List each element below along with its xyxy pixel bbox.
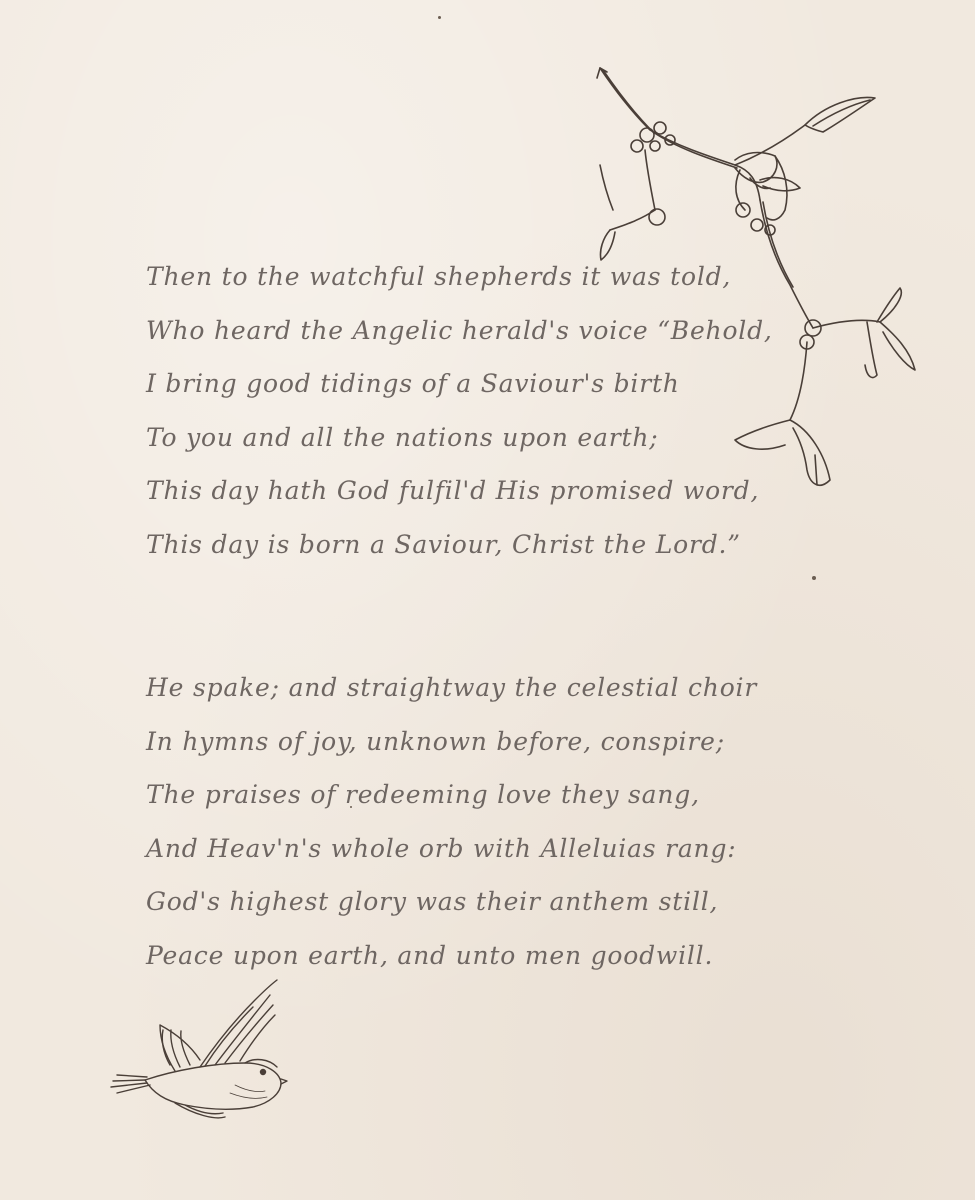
verse-line: This day hath God fulfil'd His promised word,	[146, 476, 760, 505]
verse-line: Then to the watchful shepherds it was told,	[146, 262, 732, 291]
paper-speck	[812, 576, 816, 580]
verse-line: This day is born a Saviour, Christ the Lord.”	[146, 529, 741, 559]
stanza-1	[146, 250, 773, 571]
verse-line: Peace upon earth, and unto men goodwill.	[146, 940, 714, 970]
verse-line: God's highest glory was their anthem still,	[146, 887, 719, 916]
stanza-2	[146, 661, 757, 982]
bird-illustration	[105, 975, 290, 1125]
verse-line: In hymns of joy, unknown before, conspire;	[146, 726, 725, 756]
verse-line: I bring good tidings of a Saviour's birth	[146, 369, 680, 398]
verse-line: He spake; and straightway the celestial choir	[146, 673, 758, 702]
verse-line: The praises of redeeming love they sang,	[146, 780, 700, 809]
paper-speck	[438, 16, 441, 19]
verse-line: And Heav'n's whole orb with Alleluias rang:	[146, 833, 737, 863]
verse-line: Who heard the Angelic herald's voice “Behold,	[146, 315, 773, 345]
verse-line: To you and all the nations upon earth;	[146, 422, 659, 452]
